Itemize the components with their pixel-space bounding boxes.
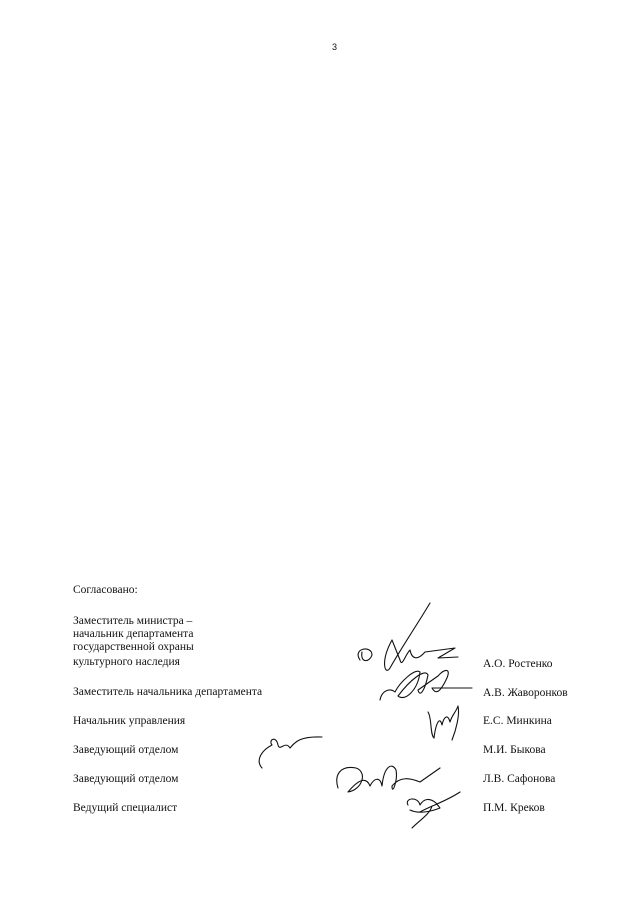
position-line: культурного наследия: [73, 656, 180, 668]
page-number: 3: [332, 42, 338, 52]
position-line: Заведующий отделом: [73, 744, 179, 756]
signatory-name: Е.С. Минкина: [483, 715, 552, 727]
signatory-name: А.О. Ростенко: [483, 658, 553, 670]
signature-minkina: [428, 706, 459, 740]
signature-rostenko: [358, 603, 458, 670]
signatory-name: П.М. Креков: [483, 802, 545, 814]
position-line: Заместитель начальника департамента: [73, 686, 263, 698]
signature-bykova: [259, 737, 322, 768]
position-line: Заместитель министра –: [73, 615, 193, 627]
position-line: начальник департамента: [73, 628, 194, 640]
position-line: Начальник управления: [73, 715, 186, 727]
approval-heading: Согласовано:: [73, 584, 138, 596]
signature-safonova: [337, 766, 440, 792]
position-line: Ведущий специалист: [73, 802, 178, 814]
signature-krekov: [407, 792, 460, 828]
position-line: государственной охраны: [73, 641, 194, 653]
signatory-name: А.В. Жаворонков: [483, 687, 568, 699]
signatory-name: Л.В. Сафонова: [483, 773, 556, 785]
signature-zhavoronkov: [380, 670, 472, 700]
position-line: Заведующий отделом: [73, 773, 179, 785]
signatory-name: М.И. Быкова: [483, 744, 546, 756]
